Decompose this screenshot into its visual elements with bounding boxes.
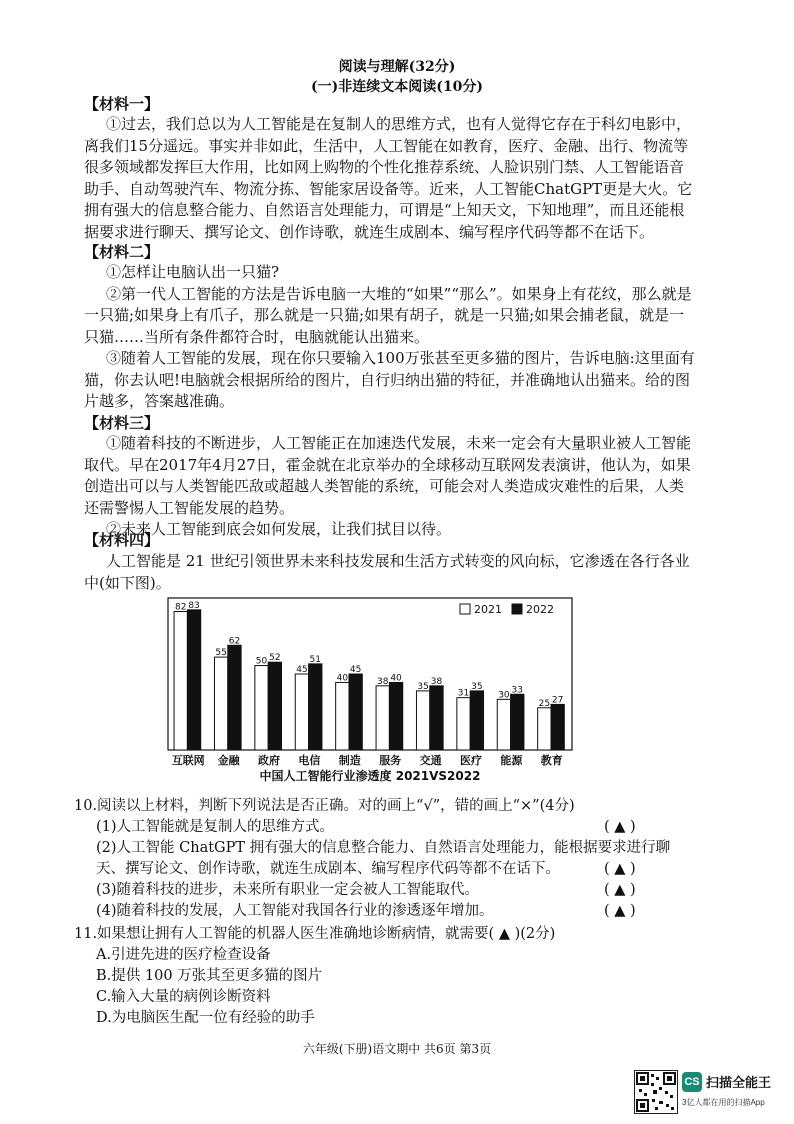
x-tick-label-6: 交通 (419, 754, 442, 767)
data-label-2021-1: 55 (215, 648, 227, 659)
data-label-2022-3: 51 (309, 654, 321, 665)
material-1-paragraph: ①过去，我们总以为人工智能是在复制人的思维方式，也有人觉得它存在于科幻电影中，离我们15分遥远。事实并非如此，生活中，人工智能在如教育，医疗、金融、出行、物流等很多领域都发挥巨大作用，比如网上购物的个性化推荐系统、人脸识别门禁、人工智能语音助手、自动驾驶汽车、物流分拣、智能家居设备等。近来，人工智能ChatGPT更是大火。它拥有强大的信息整合能力、自然语言处理能力，可谓是“上知天文，下知地理”，而且还能根据要求进行聊天、撰写论文、创作诗歌，就连生成剧本、编写程序代码等都不在话下。 (84, 115, 693, 241)
bar-2022-9 (551, 704, 564, 750)
material-3-paragraph-1: ①随着科技的不断进步，人工智能正在加速迭代发展，未来一定会有大量职业被人工智能取代。早在2017年4月27日，霍金就在北京举办的全球移动互联网发表演讲，他认为，如果创造出可以与人类智能匹敌或超越人类智能的系统，可能会对人类造成灾难性的后果，人类还需警惕人工智能发展的趋势。 (84, 434, 692, 517)
data-label-2021-7: 31 (457, 688, 470, 699)
section-title: 阅读与理解(32分) (338, 59, 456, 75)
data-label-2022-8: 33 (511, 685, 523, 696)
data-label-2021-9: 25 (538, 698, 551, 709)
data-label-2022-2: 52 (269, 653, 281, 664)
question-11-option-c[interactable]: C.输入大量的病例诊断资料 (96, 989, 271, 1005)
camscanner-logo-icon: CS (682, 1072, 702, 1092)
qr-code-icon (634, 1070, 678, 1114)
bar-2022-5 (389, 682, 402, 750)
x-tick-label-0: 互联网 (171, 754, 205, 767)
page-footer: 六年级(下册)语文期中 共6页 第3页 (302, 1042, 492, 1056)
answer-blank-10-2[interactable]: ( ▲ ) (604, 861, 636, 877)
bar-2021-5 (376, 686, 389, 750)
data-label-2022-6: 38 (430, 676, 443, 687)
bar-2021-7 (457, 698, 470, 750)
question-10-item-1: (1)人工智能就是复制人的思维方式。 (96, 819, 335, 835)
material-4-heading: 【材料四】 (84, 531, 160, 549)
material-2-paragraph-2: ②第一代人工智能的方法是告诉电脑一大堆的“如果”“那么”。如果身上有花纹，那么就是一只猫;如果身上有爪子，那么就是一只猫;如果有胡子，就是一只猫;如果会捕老鼠，就是一只猫……当所有条件都符合时，电脑就能认出猫来。 (84, 284, 692, 346)
question-11-option-a[interactable]: A.引进先进的医疗检查设备 (96, 947, 271, 963)
question-11-option-d[interactable]: D.为电脑医生配一位有经验的助手 (96, 1010, 315, 1026)
data-label-2022-4: 45 (349, 665, 362, 675)
bar-2021-0 (174, 612, 187, 750)
data-label-2021-5: 38 (376, 676, 389, 687)
x-tick-label-3: 电信 (298, 754, 321, 767)
question-10-item-4: (4)随着科技的发展，人工智能对我国各行业的渗透逐年增加。 (96, 903, 494, 919)
answer-blank-10-4[interactable]: ( ▲ ) (604, 903, 636, 919)
data-label-2022-1: 62 (228, 636, 241, 647)
answer-blank-10-1[interactable]: ( ▲ ) (604, 819, 636, 835)
camscanner-name: 扫描全能王 (706, 1075, 772, 1090)
material-3-paragraph-2: ②未来人工智能到底会如何发展，让我们拭目以待。 (106, 520, 452, 538)
bar-2021-2 (255, 666, 268, 750)
question-10-item-3: (3)随着科技的进步，未来所有职业一定会被人工智能取代。 (96, 882, 480, 898)
subsection-title: (一)非连续文本阅读(10分) (311, 79, 483, 95)
data-label-2022-7: 35 (471, 681, 483, 692)
bar-2021-4 (336, 682, 349, 750)
bar-2022-3 (309, 664, 322, 750)
bar-2022-1 (228, 645, 241, 750)
material-2-paragraph-3: ③随着人工智能的发展，现在你只要输入100万张甚至更多猫的图片，告诉电脑:这里面有猫，你去认吧!电脑就会根据所给的图片，自行归纳出猫的特征，并准确地认出猫来。给的图片越多，答案越准确。 (84, 349, 695, 410)
data-label-2021-3: 45 (296, 665, 308, 675)
material-4-body (84, 551, 696, 594)
bar-2021-3 (295, 674, 308, 750)
bar-2021-8 (497, 699, 510, 750)
bar-2022-0 (187, 610, 200, 750)
material-1-body (84, 114, 696, 243)
x-tick-label-9: 教育 (540, 754, 563, 767)
material-2-heading: 【材料二】 (84, 243, 160, 261)
bar-2022-6 (430, 686, 443, 750)
bar-2022-8 (511, 694, 524, 750)
legend-swatch-2021 (460, 604, 470, 614)
data-label-2021-4: 40 (336, 673, 349, 684)
qr-pattern (635, 1071, 677, 1113)
question-10-item-2-text: (2)人工智能 ChatGPT 拥有强大的信息整合能力、自然语言处理能力，能根据要求进行聊天、撰写论文、创作诗歌，就连生成剧本、编写程序代码等都不在话下。 (96, 840, 671, 877)
bar-2022-7 (470, 691, 483, 750)
bar-2021-1 (214, 657, 227, 750)
legend-label-2022: 2022 (526, 603, 554, 616)
question-10-stem: 10.阅读以上材料，判断下列说法是否正确。对的画上“√”，错的画上“×”(4分) (74, 798, 575, 814)
data-label-2021-8: 30 (498, 690, 510, 701)
material-1-heading: 【材料一】 (84, 95, 160, 113)
legend-label-2021: 2021 (474, 603, 502, 616)
material-2-paragraph-1: ①怎样让电脑认出一只猫? (106, 263, 280, 281)
question-11-option-b[interactable]: B.提供 100 万张其至更多猫的图片 (96, 968, 323, 984)
question-11-stem: 11.如果想让拥有人工智能的机器人医生准确地诊断病情，就需要( ▲ )(2分) (74, 926, 556, 942)
material-2-body (84, 262, 696, 413)
bar-2021-6 (416, 691, 429, 750)
x-tick-label-5: 服务 (379, 754, 402, 767)
bar-2021-9 (538, 708, 551, 750)
data-label-2021-0: 82 (174, 602, 187, 613)
data-label-2021-2: 50 (255, 656, 268, 667)
bar-2022-4 (349, 674, 362, 750)
legend-swatch-2022 (512, 604, 522, 614)
bar-2022-2 (268, 662, 281, 750)
answer-blank-10-3[interactable]: ( ▲ ) (604, 882, 636, 898)
data-label-2022-5: 40 (390, 673, 402, 684)
x-tick-label-2: 政府 (258, 754, 280, 767)
industry-penetration-chart (160, 590, 580, 790)
camscanner-tagline: 3亿人都在用的扫描App (682, 1098, 765, 1107)
x-tick-label-1: 金融 (217, 754, 240, 767)
data-label-2021-6: 35 (417, 681, 429, 692)
chart-title: 中国人工智能行业渗透度 2021VS2022 (259, 769, 481, 783)
x-tick-label-4: 制造 (338, 754, 361, 767)
data-label-2022-0: 83 (188, 600, 200, 611)
material-4-paragraph: 人工智能是 21 世纪引领世界未来科技发展和生活方式转变的风向标，它渗透在各行各业中(如下图)。 (84, 552, 690, 592)
x-tick-label-7: 医疗 (460, 754, 482, 767)
x-tick-label-8: 能源 (500, 754, 523, 767)
chart-svg (160, 590, 580, 790)
data-label-2022-9: 27 (551, 695, 564, 706)
material-3-body (84, 433, 696, 541)
material-3-heading: 【材料三】 (84, 414, 160, 432)
